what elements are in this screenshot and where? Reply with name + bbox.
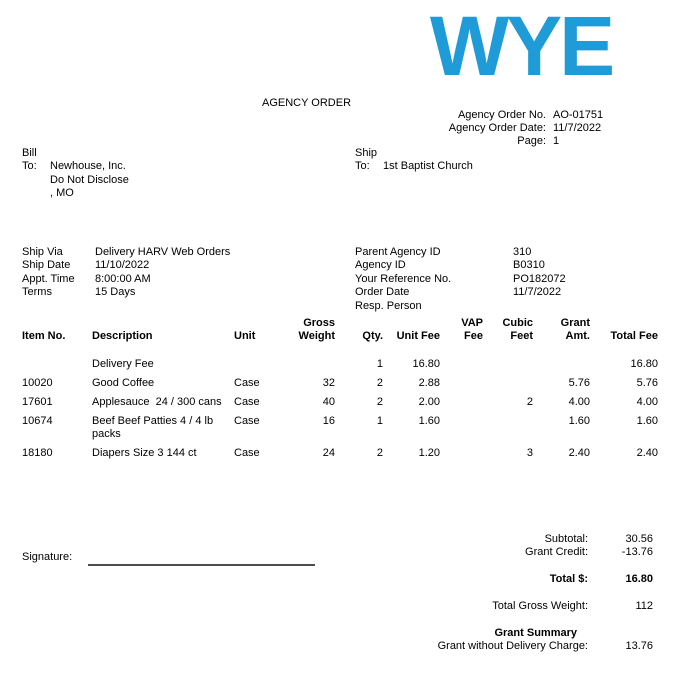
page-number-value: 1 <box>553 135 560 147</box>
cell-grant-amt: 2.40 <box>568 447 590 459</box>
cell-cubic-feet: 2 <box>526 396 533 408</box>
grant-without-delivery-value: 13.76 <box>625 640 653 652</box>
table-row-17601 <box>22 390 658 409</box>
ship-via-row <box>22 246 230 259</box>
column-header-vap-fee: VAP Fee <box>461 317 483 342</box>
totals-block <box>300 533 653 653</box>
total-row <box>300 573 653 586</box>
cell-vap-fee <box>440 390 483 409</box>
column-header-gross-weight: Gross Weight <box>298 317 335 342</box>
order-date-info-value: 11/7/2022 <box>513 286 562 299</box>
resp-person-row <box>355 300 566 313</box>
cell-description: Diapers Size 3 144 ct <box>92 447 197 459</box>
cell-vap-fee <box>440 371 483 390</box>
ship-via-value: Delivery HARV Web Orders <box>95 246 231 258</box>
cell-qty: 1 <box>376 415 383 427</box>
cell-item-no: 10020 <box>22 377 53 389</box>
parent-agency-id-label: Parent Agency ID <box>355 246 441 258</box>
cell-unit-fee: 1.20 <box>418 447 440 459</box>
total-label: Total $: <box>549 573 588 585</box>
table-row-18180 <box>22 441 658 460</box>
ship-to-label: To: <box>355 160 370 173</box>
cell-cubic-feet: 3 <box>526 447 533 459</box>
ship-date-row <box>22 259 230 272</box>
cell-description: Applesauce 24 / 300 cans <box>92 396 222 408</box>
subtotal-row <box>300 533 653 546</box>
cell-grant-amt <box>533 342 590 371</box>
bill-to-address-line: Do Not Disclose <box>50 173 129 186</box>
reference-no-row <box>355 273 566 286</box>
reference-no-value: PO182072 <box>513 272 566 285</box>
ship-date-value: 11/10/2022 <box>95 259 150 272</box>
cell-item-no <box>22 342 92 371</box>
bill-heading: Bill <box>22 147 37 159</box>
bill-to-block <box>22 147 129 201</box>
table-row-delivery-fee <box>22 342 658 371</box>
ship-to-block <box>355 147 473 174</box>
order-date-row <box>347 122 653 135</box>
cell-unit-fee: 1.60 <box>418 415 440 427</box>
cell-description: Delivery Fee <box>92 358 154 370</box>
cell-description: Good Coffee <box>92 377 155 389</box>
parent-agency-id-value: 310 <box>513 246 532 258</box>
agency-id-value: B0310 <box>513 259 545 272</box>
table-header-row <box>22 317 658 342</box>
grant-summary-heading-row <box>300 627 653 640</box>
resp-person-label: Resp. Person <box>355 299 422 312</box>
bill-to-name: Newhouse, Inc. <box>50 160 126 173</box>
order-number-label: Agency Order No. <box>457 109 546 121</box>
subtotal-value: 30.56 <box>625 533 653 545</box>
column-header-cubic-feet: Cubic Feet <box>502 317 533 342</box>
cell-item-no: 17601 <box>22 396 53 408</box>
cell-cubic-feet <box>483 342 533 371</box>
cell-unit-fee: 2.00 <box>418 396 440 408</box>
cell-cubic-feet <box>483 409 533 441</box>
cell-unit: Case <box>234 377 260 389</box>
total-gross-weight-label: Total Gross Weight: <box>492 600 588 612</box>
order-number-value: AO-01751 <box>553 109 604 121</box>
cell-qty: 2 <box>376 396 383 408</box>
grant-summary-spacer <box>588 627 653 640</box>
signature-line[interactable] <box>88 564 315 566</box>
cell-unit: Case <box>234 396 260 408</box>
order-date-label: Agency Order Date: <box>448 122 546 134</box>
cell-unit-fee: 16.80 <box>412 358 440 370</box>
ship-via-label: Ship Via <box>22 246 63 258</box>
document-title: AGENCY ORDER <box>262 97 352 109</box>
agency-id-label: Agency ID <box>355 259 406 272</box>
cell-unit-fee: 2.88 <box>418 377 440 389</box>
grant-credit-value: -13.76 <box>621 546 653 558</box>
grant-summary-heading: Grant Summary <box>494 627 577 639</box>
ship-heading: Ship <box>355 147 378 159</box>
reference-no-label: Your Reference No. <box>355 272 452 285</box>
cell-gross-weight: 16 <box>322 415 335 427</box>
grant-credit-row <box>300 546 653 559</box>
order-date-info-row <box>355 286 566 299</box>
wye-logo: WYE <box>429 0 613 93</box>
column-header-unit-fee: Unit Fee <box>396 329 440 342</box>
cell-unit <box>234 342 283 371</box>
cell-unit: Case <box>234 415 260 427</box>
grant-without-delivery-label: Grant without Delivery Charge: <box>437 640 588 652</box>
cell-gross-weight <box>283 342 335 371</box>
column-header-unit: Unit <box>234 329 256 342</box>
bill-to-label: To: <box>22 160 37 173</box>
order-date-value: 11/7/2022 <box>553 122 602 134</box>
terms-label: Terms <box>22 286 52 299</box>
cell-gross-weight: 32 <box>322 377 335 389</box>
subtotal-label: Subtotal: <box>544 533 588 545</box>
page-number-label: Page: <box>517 135 546 147</box>
ship-date-label: Ship Date <box>22 259 71 272</box>
bill-to-city-state: , MO <box>50 187 74 200</box>
column-header-qty: Qty. <box>362 329 383 342</box>
order-date-info-label: Order Date <box>355 286 410 299</box>
cell-description: Beef Beef Patties 4 / 4 lb packs <box>92 415 217 440</box>
cell-gross-weight: 40 <box>322 396 335 408</box>
grant-without-delivery-row <box>300 640 653 653</box>
column-header-description: Description <box>92 329 153 342</box>
total-value: 16.80 <box>625 573 653 585</box>
ship-to-name: 1st Baptist Church <box>383 160 473 173</box>
appt-time-value: 8:00:00 AM <box>95 272 151 285</box>
cell-gross-weight: 24 <box>322 447 335 459</box>
terms-row <box>22 286 230 299</box>
table-row-10020 <box>22 371 658 390</box>
cell-item-no: 10674 <box>22 415 53 427</box>
cell-grant-amt: 1.60 <box>568 415 590 427</box>
terms-value: 15 Days <box>95 286 136 299</box>
cell-vap-fee <box>440 409 483 441</box>
column-header-total-fee: Total Fee <box>610 329 658 342</box>
shipping-info-block <box>22 246 230 300</box>
appt-time-row <box>22 273 230 286</box>
cell-vap-fee <box>440 441 483 460</box>
cell-cubic-feet <box>483 371 533 390</box>
cell-unit: Case <box>234 447 260 459</box>
cell-qty: 2 <box>376 377 383 389</box>
parent-agency-id-row <box>355 246 566 259</box>
cell-item-no: 18180 <box>22 447 53 459</box>
cell-grant-amt: 4.00 <box>568 396 590 408</box>
cell-total-fee: 1.60 <box>636 415 658 427</box>
cell-qty: 1 <box>376 358 383 370</box>
total-gross-weight-row <box>300 600 653 613</box>
cell-total-fee: 16.80 <box>630 358 658 370</box>
grant-credit-label: Grant Credit: <box>525 546 588 558</box>
column-header-item-no: Item No. <box>22 329 66 342</box>
agency-id-row <box>355 259 566 272</box>
agency-info-block <box>355 246 566 313</box>
cell-grant-amt: 5.76 <box>568 377 590 389</box>
cell-total-fee: 2.40 <box>636 447 658 459</box>
cell-qty: 2 <box>376 447 383 459</box>
total-gross-weight-value: 112 <box>635 600 653 612</box>
cell-vap-fee <box>440 342 483 371</box>
table-row-10674 <box>22 409 658 441</box>
column-header-grant-amt: Grant Amt. <box>560 317 590 342</box>
cell-total-fee: 4.00 <box>636 396 658 408</box>
signature-label: Signature: <box>22 551 73 563</box>
order-number-row <box>347 109 653 122</box>
line-items-table <box>22 317 658 460</box>
order-info-block <box>347 109 653 148</box>
appt-time-label: Appt. Time <box>22 272 75 285</box>
cell-total-fee: 5.76 <box>636 377 658 389</box>
